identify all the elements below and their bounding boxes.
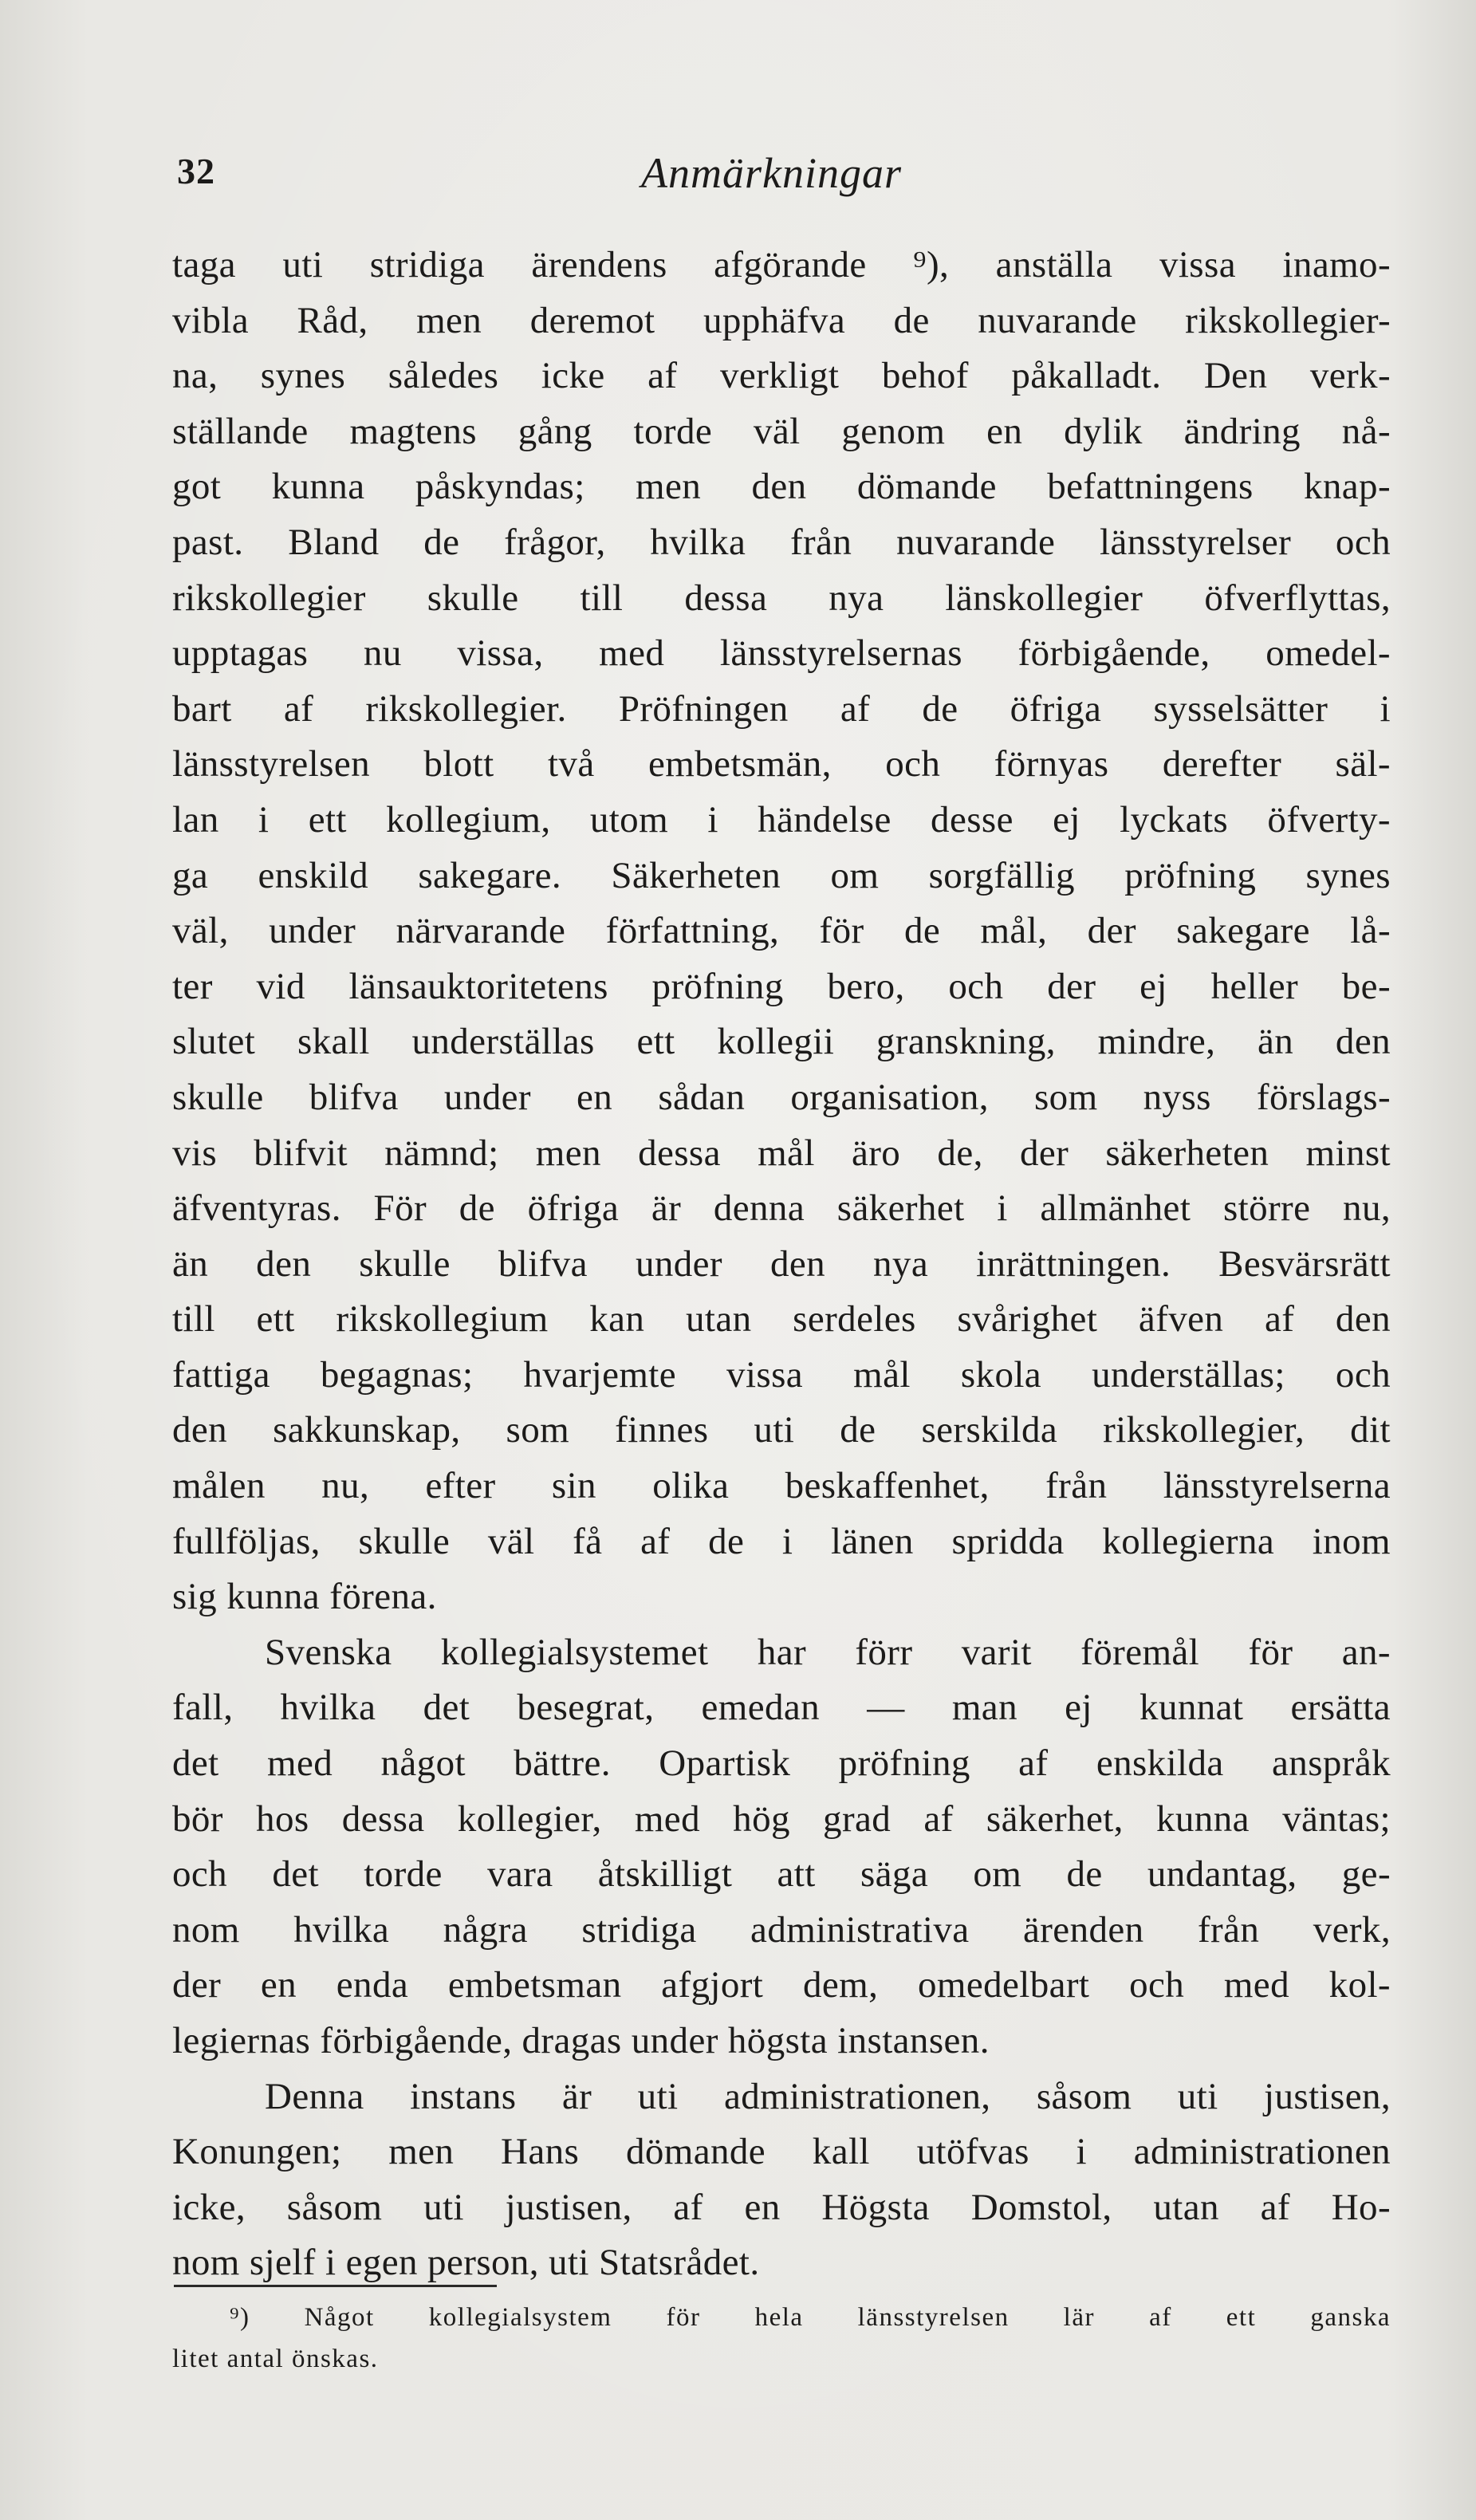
text-line: äfventyras. För de öfriga är denna säkerhet i allmänhet större nu, [172, 1187, 1391, 1230]
text-line: slutet skall underställas ett kollegii granskning, mindre, än den [172, 1021, 1391, 1063]
text-line: målen nu, efter sin olika beskaffenhet, från länsstyrelserna [172, 1465, 1391, 1507]
text-line: ga enskild sakegare. Säkerheten om sorgfällig pröfning synes [172, 854, 1391, 896]
text-line: ställande magtens gång torde väl genom en dylik ändring nå- [172, 410, 1391, 452]
text-line: fullföljas, skulle väl få af de i länen spridda kollegierna inom [172, 1520, 1391, 1562]
text-line: vibla Råd, men deremot upphäfva de nuvarande rikskollegier- [172, 299, 1391, 341]
text-line: nom hvilka några stridiga administrativa ärenden från verk, [172, 1908, 1391, 1951]
body-text [172, 238, 1391, 2291]
text-line: legiernas förbigående, dragas under högsta instansen. [172, 2020, 990, 2061]
text-line: Konungen; men Hans dömande kall utöfvas i administrationen [172, 2131, 1391, 2173]
footnote [172, 2297, 1391, 2380]
text-line: till ett rikskollegium kan utan serdeles svårighet äfven af den [172, 1298, 1391, 1341]
footnote-divider [174, 2285, 497, 2287]
text-line: fattiga begagnas; hvarjemte vissa mål skola underställas; och [172, 1353, 1391, 1396]
text-line: ter vid länsauktoritetens pröfning bero, och der ej heller be- [172, 965, 1391, 1007]
text-line: bart af rikskollegier. Pröfningen af de öfriga sysselsätter i [172, 687, 1391, 730]
text-line: Denna instans är uti administrationen, såsom uti justisen, [265, 2075, 1391, 2117]
text-line: taga uti stridiga ärendens afgörande ⁹), anställa vissa inamo- [172, 244, 1391, 285]
text-line: der en enda embetsman afgjort dem, omedelbart och med kol- [172, 1964, 1391, 2006]
text-line: icke, såsom uti justisen, af en Högsta Domstol, utan af Ho- [172, 2186, 1391, 2228]
text-line: än den skulle blifva under den nya inrättningen. Besvärsrätt [172, 1242, 1391, 1285]
text-line: Svenska kollegialsystemet har förr varit föremål för an- [265, 1631, 1391, 1673]
text-line: vis blifvit nämnd; men dessa mål äro de, der säkerheten minst [172, 1132, 1391, 1174]
text-line: den sakkunskap, som finnes uti de serskilda rikskollegier, dit [172, 1409, 1391, 1451]
text-line: na, synes således icke af verkligt behof påkalladt. Den verk- [172, 355, 1391, 397]
footnote-line: litet antal önskas. [172, 2345, 379, 2373]
text-line: got kunna påskyndas; men den dömande befattningens knap- [172, 466, 1391, 508]
text-line: rikskollegier skulle till dessa nya länskollegier öfverflyttas, [172, 577, 1391, 619]
text-line: fall, hvilka det besegrat, emedan — man ej kunnat ersätta [172, 1687, 1391, 1729]
page-header [177, 150, 1389, 206]
text-line: sig kunna förena. [172, 1576, 437, 1618]
text-line: bör hos dessa kollegier, med hög grad af säkerhet, kunna väntas; [172, 1797, 1391, 1840]
text-line: skulle blifva under en sådan organisation, som nyss förslags- [172, 1076, 1391, 1118]
page-number: 32 [177, 151, 215, 191]
text-line: past. Bland de frågor, hvilka från nuvarande länsstyrelser och [172, 521, 1391, 563]
text-line: det med något bättre. Opartisk pröfning af enskilda anspråk [172, 1742, 1391, 1785]
text-line: och det torde vara åtskilligt att säga om de undantag, ge- [172, 1853, 1391, 1896]
text-line: nom sjelf i egen person, uti Statsrådet. [172, 2242, 760, 2284]
running-head: Anmärkningar [641, 149, 902, 197]
text-line: länsstyrelsen blott två embetsmän, och förnyas derefter säl- [172, 743, 1391, 786]
text-line: lan i ett kollegium, utom i händelse desse ej lyckats öfverty- [172, 798, 1391, 841]
footnote-line: ⁹) Något kollegialsystem för hela länsstyrelsen lär af ett ganska [230, 2303, 1391, 2332]
text-line: upptagas nu vissa, med länsstyrelsernas förbigående, omedel- [172, 632, 1391, 675]
text-line: väl, under närvarande författning, för de mål, der sakegare lå- [172, 910, 1391, 952]
